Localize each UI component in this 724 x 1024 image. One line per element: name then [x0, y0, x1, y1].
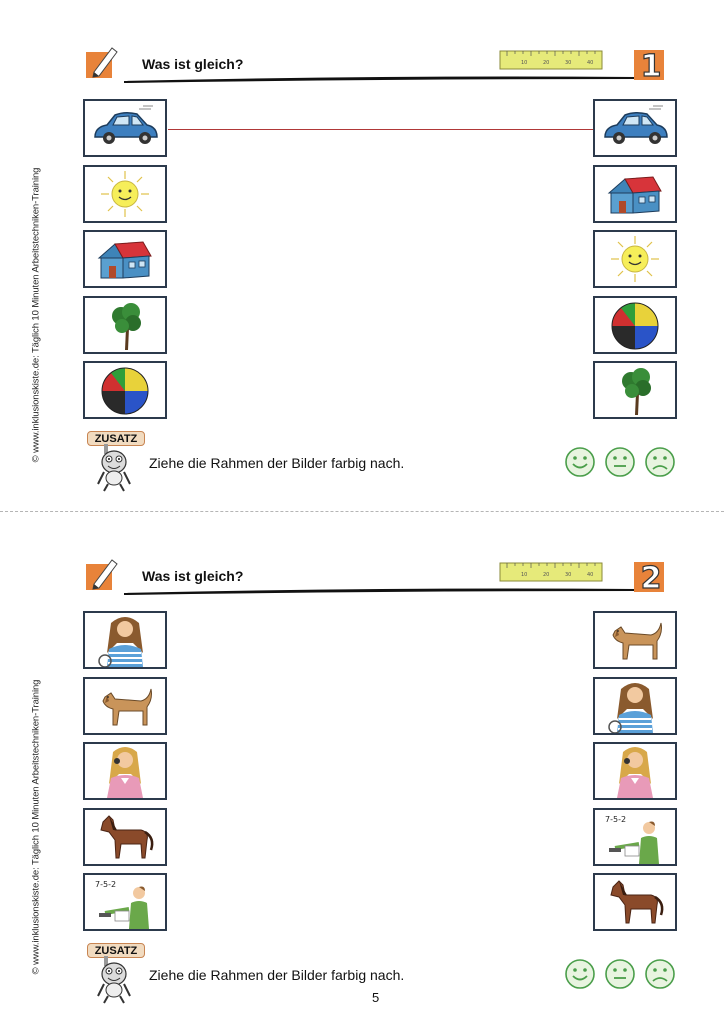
- robot-mascot-icon: [90, 444, 138, 492]
- ruler-tick-label: 10: [521, 60, 528, 66]
- happy-smiley-icon[interactable]: [564, 446, 596, 478]
- teacher-icon: [85, 875, 165, 929]
- left-picture-car[interactable]: [83, 99, 167, 157]
- zusatz-label: ZUSATZ: [87, 431, 145, 446]
- ball-icon: [85, 363, 165, 417]
- left-picture-house[interactable]: [83, 230, 167, 288]
- zusatz-instruction: Ziehe die Rahmen der Bilder farbig nach.: [149, 967, 405, 983]
- right-picture-horse[interactable]: [593, 873, 677, 931]
- exercise-number: 2: [640, 561, 662, 592]
- dog-icon: [85, 679, 165, 733]
- exercise-number: 1: [640, 49, 662, 80]
- exercise-title: Was ist gleich?: [142, 56, 244, 72]
- ruler-tick-label: 30: [565, 572, 572, 578]
- left-picture-sun[interactable]: [83, 165, 167, 223]
- right-picture-house[interactable]: [593, 165, 677, 223]
- ruler-tick-label: 20: [543, 572, 550, 578]
- car-icon: [595, 101, 675, 155]
- ruler-tick-label: 10: [521, 572, 528, 578]
- pencil-icon: [86, 46, 120, 78]
- teacher-icon: [595, 810, 675, 864]
- sun-icon: [595, 232, 675, 286]
- sun-icon: [85, 167, 165, 221]
- page-number: 5: [372, 990, 380, 1005]
- left-picture-dog[interactable]: [83, 677, 167, 735]
- right-picture-girl-headphones[interactable]: [593, 742, 677, 800]
- left-picture-teacher[interactable]: [83, 873, 167, 931]
- house-icon: [85, 232, 165, 286]
- ruler-icon: [499, 559, 603, 583]
- ruler-tick-label: 40: [587, 60, 594, 66]
- house-icon: [595, 167, 675, 221]
- zusatz-instruction: Ziehe die Rahmen der Bilder farbig nach.: [149, 455, 405, 471]
- credit-text: © www.inklusionskiste.de: Täglich 10 Minuten Arbeitstechniken-Training: [30, 679, 42, 975]
- left-picture-tree[interactable]: [83, 296, 167, 354]
- sad-smiley-icon[interactable]: [644, 958, 676, 990]
- pencil-icon: [86, 558, 120, 590]
- side-credit: [24, 667, 48, 987]
- ruler-icon: [499, 47, 603, 71]
- ruler-tick-label: 40: [587, 572, 594, 578]
- left-picture-girl-headphones[interactable]: [83, 742, 167, 800]
- right-picture-woman[interactable]: [593, 677, 677, 735]
- exercise-number-badge: [634, 556, 670, 592]
- horse-icon: [85, 810, 165, 864]
- right-picture-car[interactable]: [593, 99, 677, 157]
- girl-headphones-icon: [595, 744, 675, 798]
- tree-icon: [85, 298, 165, 352]
- car-icon: [85, 101, 165, 155]
- woman-icon: [85, 613, 165, 667]
- left-picture-horse[interactable]: [83, 808, 167, 866]
- ball-icon: [595, 298, 675, 352]
- right-picture-tree[interactable]: [593, 361, 677, 419]
- right-picture-sun[interactable]: [593, 230, 677, 288]
- left-picture-ball[interactable]: [83, 361, 167, 419]
- left-picture-woman[interactable]: [83, 611, 167, 669]
- robot-mascot-icon: [90, 956, 138, 1004]
- happy-smiley-icon[interactable]: [564, 958, 596, 990]
- right-picture-ball[interactable]: [593, 296, 677, 354]
- credit-text: © www.inklusionskiste.de: Täglich 10 Minuten Arbeitstechniken-Training: [30, 167, 42, 463]
- horse-icon: [595, 875, 675, 929]
- tree-icon: [595, 363, 675, 417]
- exercise-number-badge: [634, 44, 670, 80]
- woman-icon: [595, 679, 675, 733]
- right-picture-teacher[interactable]: [593, 808, 677, 866]
- sad-smiley-icon[interactable]: [644, 446, 676, 478]
- right-picture-dog[interactable]: [593, 611, 677, 669]
- example-connection-line: [168, 129, 594, 130]
- neutral-smiley-icon[interactable]: [604, 958, 636, 990]
- zusatz-label: ZUSATZ: [87, 943, 145, 958]
- dog-icon: [595, 613, 675, 667]
- ruler-tick-label: 20: [543, 60, 550, 66]
- ruler-tick-label: 30: [565, 60, 572, 66]
- neutral-smiley-icon[interactable]: [604, 446, 636, 478]
- exercise-title: Was ist gleich?: [142, 568, 244, 584]
- girl-headphones-icon: [85, 744, 165, 798]
- exercise-sheet-2: [0, 512, 724, 1024]
- side-credit: [24, 155, 48, 475]
